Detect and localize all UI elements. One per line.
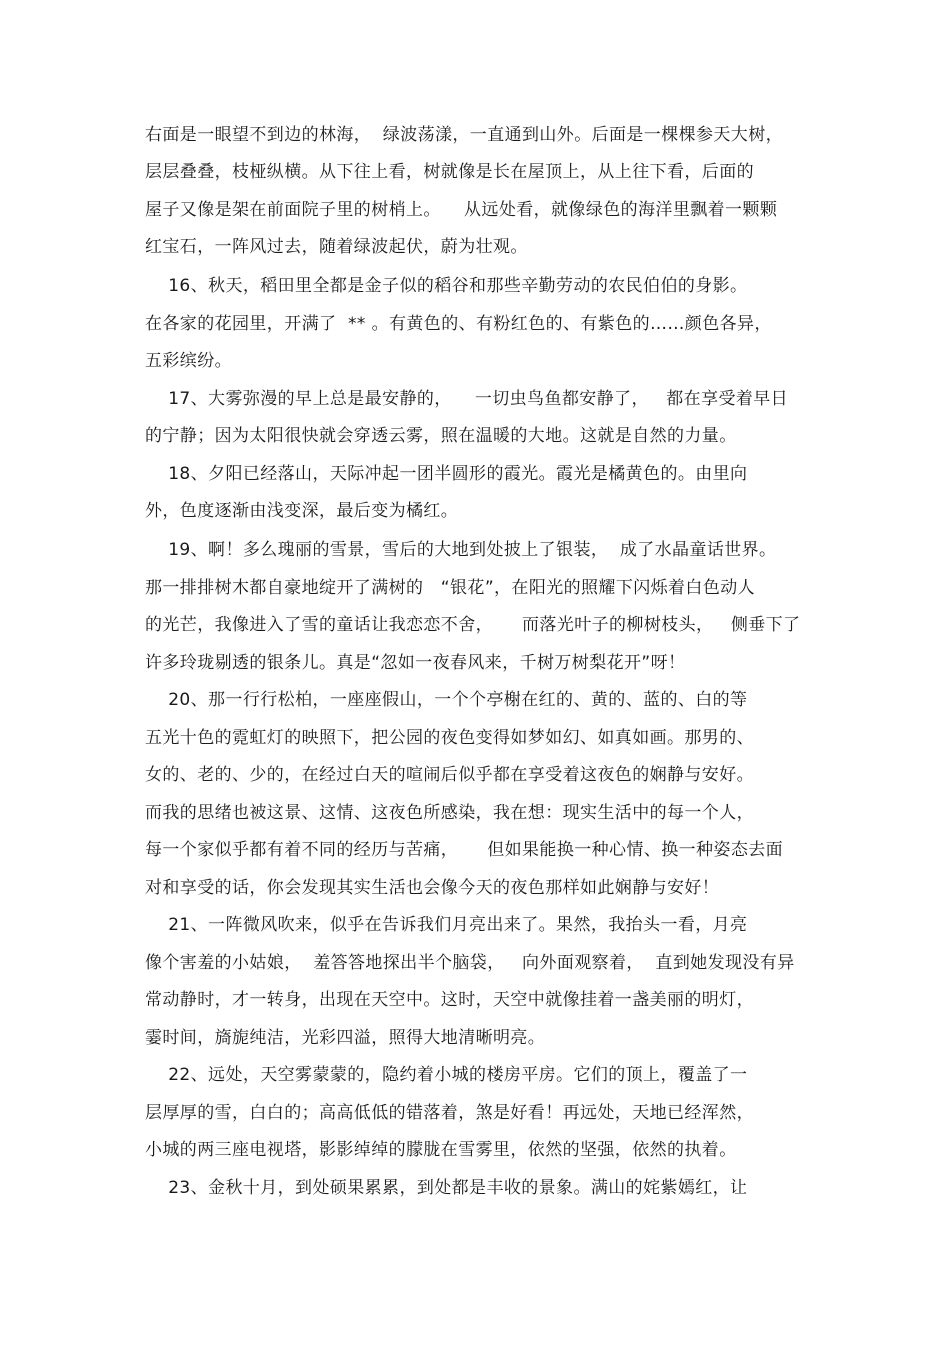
text-line: 许多玲珑剔透的银条儿。真是“忽如一夜春风来，千树万树梨花开”呀！: [145, 653, 686, 673]
text-line: 23、金秋十月，到处硕果累累，到处都是丰收的景象。满山的姹紫嫣红，让: [145, 1178, 748, 1198]
text-line: 每一个家似乎都有着不同的经历与苦痛， 但如果能换一种心情、换一种姿态去面: [145, 840, 784, 860]
text-line: 20、那一行行松柏，一座座假山，一个个亭榭在红的、黄的、蓝的、白的等: [145, 690, 748, 710]
text-line: 那一排排树木都自豪地绽开了满树的 “银花”，在阳光的照耀下闪烁着白色动人: [145, 578, 756, 598]
text-line: 18、夕阳已经落山，天际冲起一团半圆形的霞光。霞光是橘黄色的。由里向: [145, 464, 748, 484]
text-line: 22、远处，天空雾蒙蒙的，隐约着小城的楼房平房。它们的顶上，覆盖了一: [145, 1065, 748, 1085]
text-line: 的光芒，我像进入了雪的童话让我恋恋不舍， 而落光叶子的柳树枝头， 侧垂下了: [145, 615, 801, 635]
text-line: 21、一阵微风吹来，似乎在告诉我们月亮出来了。果然，我抬头一看，月亮: [145, 915, 748, 935]
text-line: 右面是一眼望不到边的林海， 绿波荡漾，一直通到山外。后面是一棵棵参天大树，: [145, 125, 784, 145]
text-line: 像个害羞的小姑娘， 羞答答地探出半个脑袋， 向外面观察着， 直到她发现没有异: [145, 953, 795, 973]
text-line: 而我的思绪也被这景、这情、这夜色所感染，我在想：现实生活中的每一个人，: [145, 803, 754, 823]
text-line: 女的、老的、少的，在经过白天的喧闹后似乎都在享受着这夜色的娴静与安好。: [145, 765, 754, 785]
text-line: 红宝石，一阵风过去，随着绿波起伏，蔚为壮观。: [145, 237, 528, 257]
text-line: 五光十色的霓虹灯的映照下，把公园的夜色变得如梦如幻、如真如画。那男的、: [145, 728, 754, 748]
text-line: 层层叠叠，枝桠纵横。从下往上看，树就像是长在屋顶上，从上往下看，后面的: [145, 162, 754, 182]
text-line: 层厚厚的雪，白白的；高高低低的错落着，煞是好看！再远处，天地已经浑然，: [145, 1103, 754, 1123]
text-line: 的宁静；因为太阳很快就会穿透云雾，照在温暖的大地。这就是自然的力量。: [145, 426, 737, 446]
text-line: 在各家的花园里，开满了 ** 。有黄色的、有粉红色的、有紫色的……颜色各异，: [145, 314, 772, 334]
text-line: 17、大雾弥漫的早上总是最安静的， 一切虫鸟鱼都安静了， 都在享受着早日: [145, 389, 789, 409]
text-line: 外，色度逐渐由浅变深，最后变为橘红。: [145, 501, 459, 521]
text-line: 屋子又像是架在前面院子里的树梢上。 从远处看，就像绿色的海洋里飘着一颗颗: [145, 200, 778, 220]
text-line: 16、秋天，稻田里全都是金子似的稻谷和那些辛勤劳动的农民伯伯的身影。: [145, 276, 748, 296]
text-line: 小城的两三座电视塔，影影绰绰的朦胧在雪雾里，依然的坚强，依然的执着。: [145, 1140, 737, 1160]
text-line: 五彩缤纷。: [145, 351, 232, 371]
text-line: 霎时间，旖旎纯洁，光彩四溢，照得大地清晰明亮。: [145, 1028, 546, 1048]
text-line: 对和享受的话，你会发现其实生活也会像今天的夜色那样如此娴静与安好！: [145, 878, 720, 898]
text-line: 19、啊！多么瑰丽的雪景，雪后的大地到处披上了银装， 成了水晶童话世界。: [145, 540, 777, 560]
text-line: 常动静时，才一转身，出现在天空中。这时，天空中就像挂着一盏美丽的明灯，: [145, 990, 754, 1010]
